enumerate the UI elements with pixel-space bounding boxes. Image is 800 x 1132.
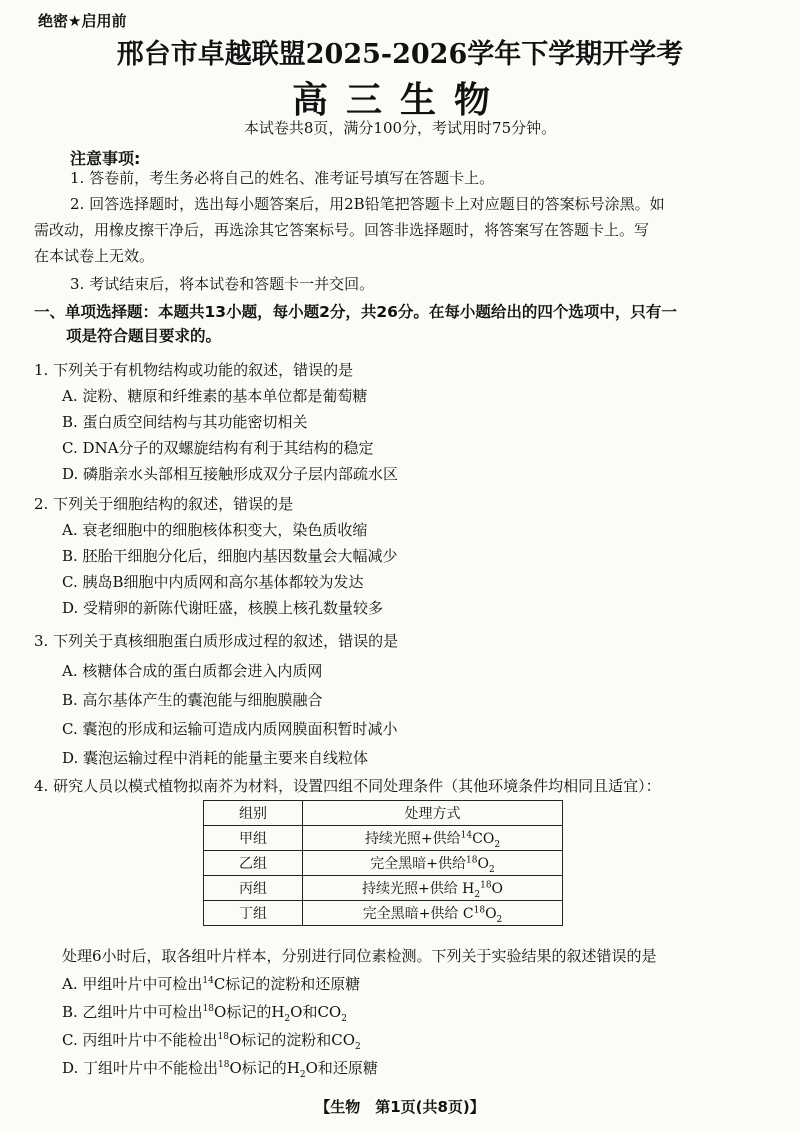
confidential-label: 绝密★启用前 <box>38 12 127 30</box>
table-cell-group: 丁组 <box>204 901 303 926</box>
table-header-group: 组别 <box>204 801 303 826</box>
question-4-after-text: 处理6小时后，取各组叶片样本，分别进行同位素检测。下列关于实验结果的叙述错误的是 <box>62 947 657 965</box>
exam-title: 邢台市卓越联盟2025-2026学年下学期开学考 <box>116 39 684 70</box>
notice-heading: 注意事项: <box>70 149 141 168</box>
question-3-option-b: B. 高尔基体产生的囊泡能与细胞膜融合 <box>62 691 323 709</box>
question-1-option-a: A. 淀粉、糖原和纤维素的基本单位都是葡萄糖 <box>62 387 368 405</box>
table-row <box>204 851 563 876</box>
table-header-row <box>204 801 563 826</box>
subject-title: 高三生物 <box>291 79 508 121</box>
section-heading-line-1: 一、单项选择题：本题共13小题，每小题2分，共26分。在每小题给出的四个选项中，只有一 <box>34 303 677 321</box>
question-1-option-b: B. 蛋白质空间结构与其功能密切相关 <box>62 413 308 431</box>
section-heading <box>34 300 774 348</box>
question-4-option-a: A. 甲组叶片中可检出$^{14}$C标记的淀粉和还原糖 <box>62 975 361 993</box>
question-2-option-a: A. 衰老细胞中的细胞核体积变大，染色质收缩 <box>62 521 368 539</box>
table-cell-treatment: 完全黑暗+供给 $C^{18}O_2$ <box>303 901 563 926</box>
table-row <box>204 826 563 851</box>
question-4-option-b: B. 乙组叶片中可检出$^{18}$O标记的$H_2O$和$CO_2$ <box>62 1003 347 1024</box>
table-cell-treatment: 完全黑暗+供给$^{18}O_2$ <box>303 851 563 876</box>
notice-item-1: 1. 答卷前，考生务必将自己的姓名、准考证号填写在答题卡上。 <box>70 169 495 187</box>
notice-item-2-line-1: 2. 回答选择题时，选出每小题答案后，用2B铅笔把答题卡上对应题目的答案标号涂黑。如 <box>70 195 665 213</box>
table-cell-group: 甲组 <box>204 826 303 851</box>
treatment-table <box>203 800 563 926</box>
question-2-option-b: B. 胚胎干细胞分化后，细胞内基因数量会大幅减少 <box>62 547 398 565</box>
notice-item-2-line-2: 需改动，用橡皮擦干净后，再选涂其它答案标号。回答非选择题时，将答案写在答题卡上。写 <box>34 221 650 239</box>
table-cell-treatment: 持续光照+供给$^{14}CO_2$ <box>303 826 563 851</box>
notice-item-3: 3. 考试结束后，将本试卷和答题卡一并交回。 <box>70 275 375 293</box>
question-3-stem: 3. 下列关于真核细胞蛋白质形成过程的叙述，错误的是 <box>34 632 399 650</box>
question-2-option-c: C. 胰岛B细胞中内质网和高尔基体都较为发达 <box>62 573 364 591</box>
question-1-stem: 1. 下列关于有机物结构或功能的叙述，错误的是 <box>34 361 354 379</box>
notice-item-2-line-3: 在本试卷上无效。 <box>34 247 155 265</box>
exam-info: 本试卷共8页，满分100分，考试用时75分钟。 <box>243 119 557 137</box>
table-row <box>204 901 563 926</box>
section-heading-line-2: 项是符合题目要求的。 <box>66 327 222 345</box>
page-footer: 【生物 第1页(共8页)】 <box>315 1098 485 1116</box>
question-4-stem: 4. 研究人员以模式植物拟南芥为材料，设置四组不同处理条件（其他环境条件均相同且适宜）： <box>34 777 661 795</box>
table-cell-treatment: 持续光照+供给 $H_2^{18}O$ <box>303 876 563 901</box>
question-4-option-c: C. 丙组叶片中不能检出$^{18}$O标记的淀粉和$CO_2$ <box>62 1031 361 1052</box>
question-1-option-d: D. 磷脂亲水头部相互接触形成双分子层内部疏水区 <box>62 465 399 483</box>
table-cell-group: 乙组 <box>204 851 303 876</box>
question-3-option-a: A. 核糖体合成的蛋白质都会进入内质网 <box>62 662 323 680</box>
question-2-option-d: D. 受精卵的新陈代谢旺盛，核膜上核孔数量较多 <box>62 599 384 617</box>
table-row <box>204 876 563 901</box>
table-header-treatment: 处理方式 <box>303 801 563 826</box>
question-1-option-c: C. DNA分子的双螺旋结构有利于其结构的稳定 <box>62 439 374 457</box>
table-cell-group: 丙组 <box>204 876 303 901</box>
question-2-stem: 2. 下列关于细胞结构的叙述，错误的是 <box>34 495 294 513</box>
question-4-option-d: D. 丁组叶片中不能检出$^{18}$O标记的$H_2O$和还原糖 <box>62 1059 378 1080</box>
question-3-option-c: C. 囊泡的形成和运输可造成内质网膜面积暂时减小 <box>62 720 398 738</box>
question-3-option-d: D. 囊泡运输过程中消耗的能量主要来自线粒体 <box>62 749 369 767</box>
